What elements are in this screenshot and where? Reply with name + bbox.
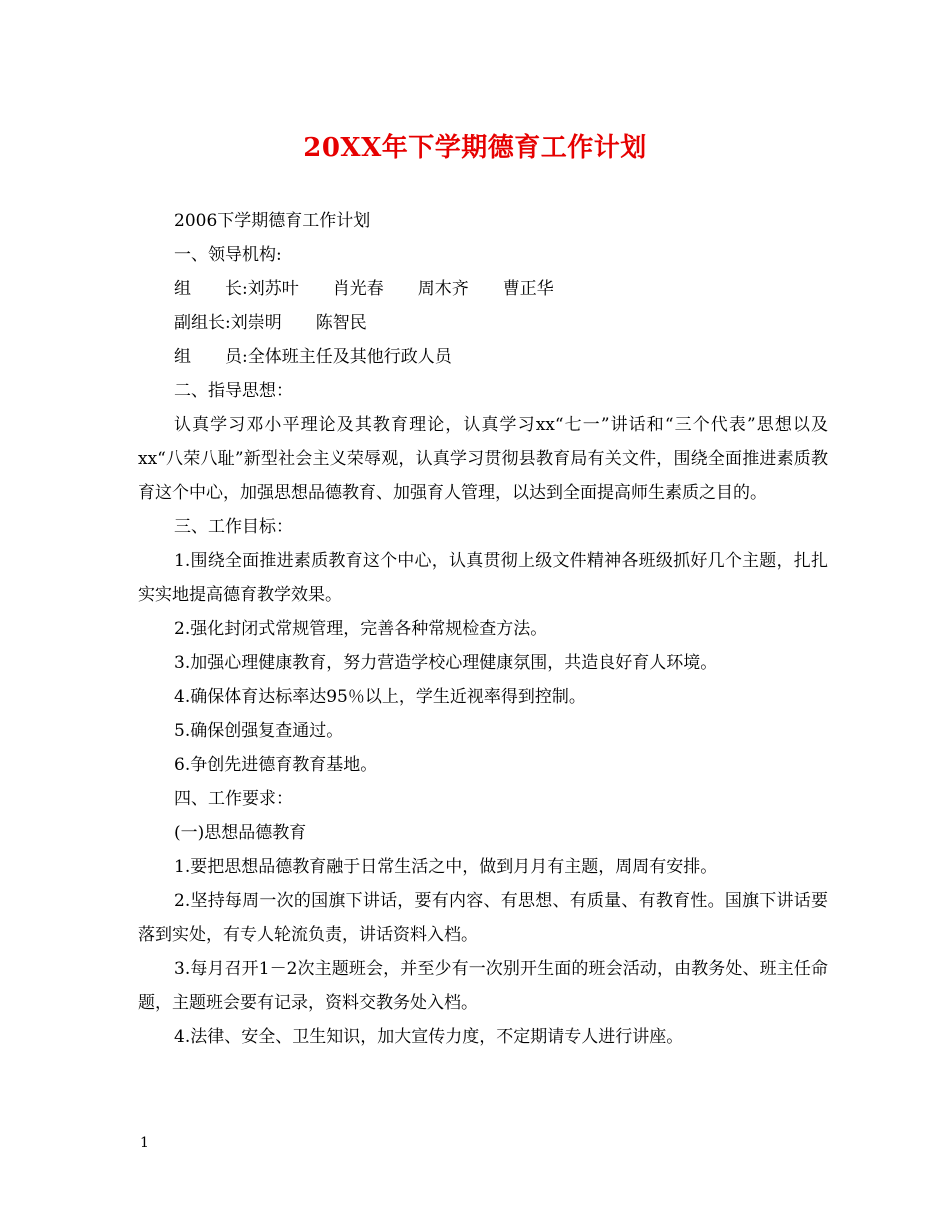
heading-work-requirements: 四、工作要求： (174, 789, 293, 809)
list-item-goal-5: 5.确保创强复查通过。 (174, 721, 344, 741)
document-body (138, 204, 828, 1054)
page-number: 1 (140, 1135, 149, 1151)
list-item-goal-2: 2.强化封闭式常规管理，完善各种常规检查方法。 (174, 619, 548, 639)
list-item-goal-4: 4.确保体育达标率达95％以上，学生近视率得到控制。 (174, 687, 586, 707)
heading-leadership: 一、领导机构: (174, 245, 282, 265)
paragraph-subtitle: 2006下学期德育工作计划 (174, 211, 371, 231)
list-item-requirement-1: 1.要把思想品德教育融于日常生活之中，做到月月有主题，周周有安排。 (174, 857, 718, 877)
list-item-requirement-3: 3.每月召开1－2次主题班会，并至少有一次别开生面的班会活动，由教务处、班主任命题，主题班会要有记录，资料交教务处入档。 (138, 959, 828, 1013)
subheading-moral-education: (一)思想品德教育 (174, 823, 307, 843)
list-item-goal-1: 1.围绕全面推进素质教育这个中心，认真贯彻上级文件精神各班级抓好几个主题，扎扎实实地提高德育教学效果。 (138, 551, 828, 605)
document-title: 20XX年下学期德育工作计划 (303, 133, 647, 163)
paragraph-deputy-leader: 副组长:刘崇明 陈智民 (174, 313, 367, 333)
paragraph-leader: 组 长:刘苏叶 肖光春 周木齐 曹正华 (174, 279, 554, 299)
list-item-requirement-4: 4.法律、安全、卫生知识，加大宣传力度，不定期请专人进行讲座。 (174, 1027, 684, 1047)
list-item-goal-3: 3.加强心理健康教育，努力营造学校心理健康氛围，共造良好育人环境。 (174, 653, 718, 673)
heading-work-goals: 三、工作目标： (174, 517, 293, 537)
paragraph-guiding-thought: 认真学习邓小平理论及其教育理论，认真学习xx“七一”讲话和“三个代表”思想以及xx“八荣八耻”新型社会主义荣辱观，认真学习贯彻县教育局有关文件，围绕全面推进素质教育这个中心，加强思想品德教育、加强育人管理，以达到全面提高师生素质之目的。 (138, 415, 828, 503)
heading-guiding-thought: 二、指导思想： (174, 381, 293, 401)
paragraph-members: 组 员:全体班主任及其他行政人员 (174, 347, 452, 367)
list-item-goal-6: 6.争创先进德育教育基地。 (174, 755, 378, 775)
list-item-requirement-2: 2.坚持每周一次的国旗下讲话，要有内容、有思想、有质量、有教育性。国旗下讲话要落到实处，有专人轮流负责，讲话资料入档。 (138, 891, 828, 945)
